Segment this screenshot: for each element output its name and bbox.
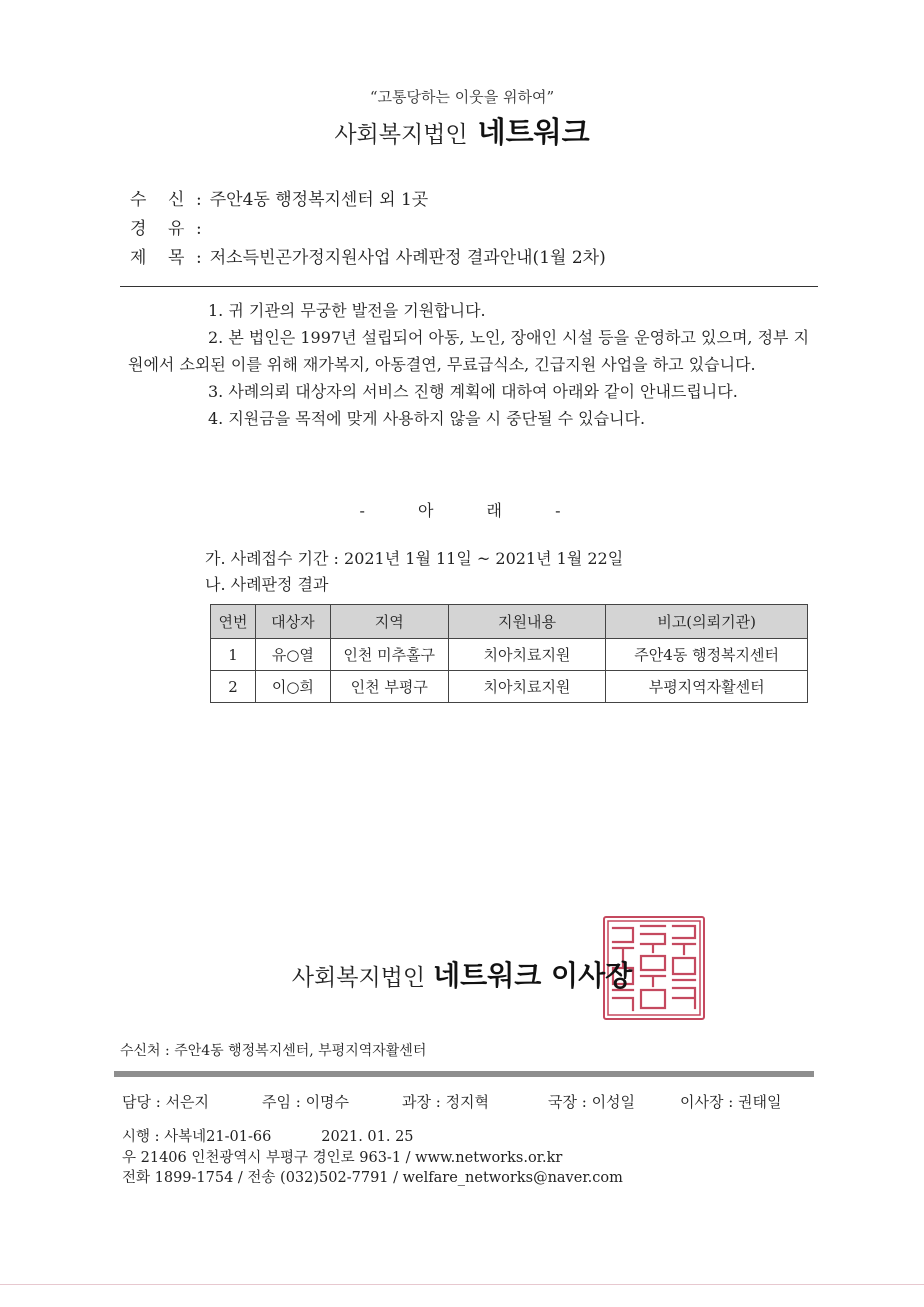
signature-line	[0, 954, 924, 994]
header-divider	[120, 286, 818, 287]
via-row: 경 유 :	[130, 215, 210, 243]
approval-chairman: 이사장 : 권태일	[680, 1093, 782, 1111]
table-cell: 인천 미추홀구	[330, 639, 448, 671]
paragraph-1: 1. 귀 기관의 무궁한 발전을 기원합니다.	[208, 301, 486, 320]
address-line: 우 21406 인천광역시 부평구 경인로 963-1 / www.networks.or.kr	[122, 1150, 563, 1166]
approval-section-chief: 과장 : 정지혁	[402, 1093, 490, 1111]
subject-label: 제 목	[130, 248, 185, 268]
table-cell: 2	[211, 671, 256, 703]
paragraph-4: 4. 지원금을 목적에 맞게 사용하지 않을 시 중단될 수 있습니다.	[208, 409, 646, 428]
table-row	[211, 639, 808, 671]
recipient-value: 주안4동 행정복지센터 외 1곳	[209, 190, 429, 210]
slogan: “고통당하는 이웃을 위하여”	[369, 88, 555, 106]
approval-director: 국장 : 이성일	[548, 1093, 636, 1111]
col-header: 연번	[211, 605, 256, 639]
subject-row: 제 목 : 저소득빈곤가정지원사업 사례판정 결과안내(1월 2차)	[130, 244, 606, 272]
col-header: 대상자	[255, 605, 330, 639]
section-result: 나. 사례판정 결과	[205, 575, 329, 594]
recipient-row: 수 신 : 주안4동 행정복지센터 외 1곳	[130, 186, 428, 214]
subject-value: 저소득빈곤가정지원사업 사례판정 결과안내(1월 2차)	[209, 248, 606, 268]
table-row	[211, 671, 808, 703]
table-cell: 주안4동 행정복지센터	[606, 639, 808, 671]
table-cell: 유○열	[255, 639, 330, 671]
recipient-label: 수 신	[130, 190, 185, 210]
doc-number: 시행 : 사복네21-01-66	[122, 1129, 272, 1145]
org-name: 네트워크	[477, 115, 590, 149]
paragraph-2: 2. 본 법인은 1997년 설립되어 아동, 노인, 장애인 시설 등을 운영하고 있으며, 정부 지원에서 소외된 이를 위해 재가복지, 아동결연, 무료급식소, 긴급지원 사업을 하고 있습니다.	[128, 328, 810, 374]
org-prefix: 사회복지법인	[334, 122, 468, 148]
doc-number-line	[122, 1127, 414, 1147]
contact-line: 전화 1899-1754 / 전송 (032)502-7791 / welfare_networks@naver.com	[122, 1170, 623, 1186]
paragraph-3: 3. 사례의뢰 대상자의 서비스 진행 계획에 대하여 아래와 같이 안내드립니다.	[208, 382, 738, 401]
col-header: 지역	[330, 605, 448, 639]
approval-line	[122, 1091, 812, 1112]
table-cell: 인천 부평구	[330, 671, 448, 703]
approval-manager: 주임 : 이명수	[262, 1093, 350, 1111]
below-title: - 아 래 -	[359, 501, 565, 520]
recipients-list: 수신처 : 주안4동 행정복지센터, 부평지역자활센터	[120, 1043, 427, 1059]
col-header: 지원내용	[448, 605, 606, 639]
case-table	[210, 604, 808, 703]
footer-bar	[114, 1071, 814, 1077]
table-cell: 치아치료지원	[448, 639, 606, 671]
col-header: 비고(의뢰기관)	[606, 605, 808, 639]
table-cell: 1	[211, 639, 256, 671]
table-cell: 부평지역자활센터	[606, 671, 808, 703]
org-heading	[0, 110, 924, 151]
signature-name: 네트워크 이사장	[433, 959, 633, 992]
section-period: 가. 사례접수 기간 : 2021년 1월 11일 ~ 2021년 1월 22일	[205, 549, 624, 568]
via-label: 경 유	[130, 219, 185, 239]
table-header-row	[211, 605, 808, 639]
body-text	[128, 297, 818, 432]
page-bottom-line	[0, 1284, 924, 1285]
approval-staff: 담당 : 서은지	[122, 1093, 210, 1111]
table-cell: 치아치료지원	[448, 671, 606, 703]
signature-prefix: 사회복지법인	[291, 965, 426, 991]
doc-date: 2021. 01. 25	[321, 1129, 414, 1145]
table-cell: 이○희	[255, 671, 330, 703]
